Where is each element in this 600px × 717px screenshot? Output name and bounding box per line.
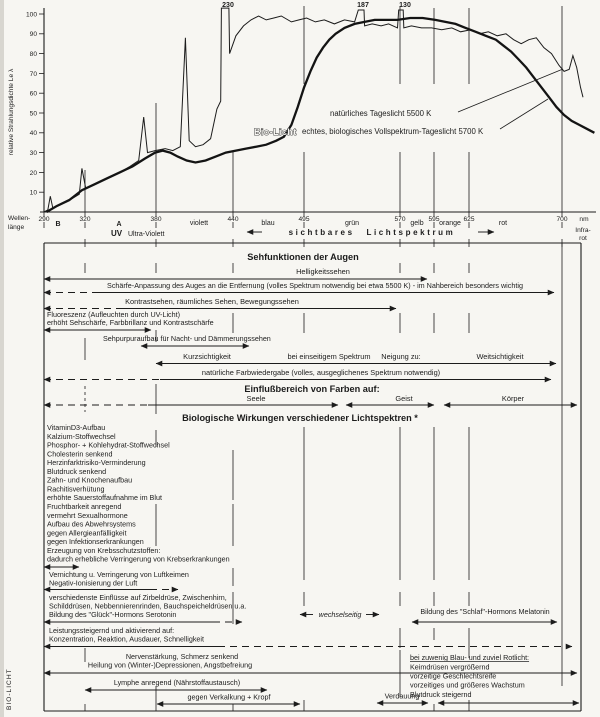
row-fluoreszenz-line2: erhöht Sehschärfe, Farbbrillanz und Kontrastschärfe [47,318,214,327]
y-tick-label: 40 [29,130,37,138]
row-kontrastsehen: Kontrastsehen, räumliches Sehen, Bewegungssehen [125,297,299,306]
ultra-violett-label: Ultra-Violett [128,231,165,238]
row-melatonin: Bildung des "Schlaf"-Hormons Melatonin [420,607,550,616]
peak-label-230: 230 [222,2,234,9]
y-tick-label: 20 [29,169,37,177]
color-blau: blau [261,220,275,227]
legend-bio-licht: echtes, biologisches Vollspektrum-Tageslicht 5700 K [302,127,484,136]
list-item: Aufbau des Abwehrsystems [47,519,136,529]
scan-edge-artifact [0,0,4,717]
list-item: Cholesterin senkend [47,449,113,459]
color-violett: violett [189,220,209,227]
row-seele: Seele [246,394,266,403]
y-tick-label: 50 [29,110,37,118]
tick-380: 380 [150,216,162,223]
list-item: gegen Infektionserkrankungen [47,537,144,547]
y-tick-label: 90 [29,31,37,39]
list-item: VitaminD3-Aufbau [47,423,106,432]
visible-spectrum-label: sichtbares Lichtspektrum [288,228,456,237]
row-konzentration: Konzentration, Reaktion, Ausdauer, Schnelligkeit [49,634,205,644]
peak-label-187: 187 [357,2,369,9]
color-gelb: gelb [410,220,424,227]
row-luftkeime: Vernichtung u. Verringerung von Luftkeimen [49,570,189,579]
row-farbwiedergabe: natürliche Farbwiedergabe (volles, ausgeglichenes Spektrum notwendig) [201,368,441,377]
list-item: Kalzium-Stoffwechsel [47,431,116,441]
legend-natural-daylight: natürliches Tageslicht 5500 K [330,109,432,118]
list-item: vorzeitige Geschlechtsreife [410,671,497,681]
list-item: Herzinfarktrisiko-Verminderung [47,458,146,468]
list-item: gegen Allergieanfälligkeit [47,528,127,538]
list-item: Phosphor- + Kohlehydrat-Stoffwechsel [47,440,170,450]
list-item: vorzeitiges und größeres Wachstum [410,680,525,690]
row-verdauung: Verdauung [384,691,420,701]
tick-625: 625 [463,216,475,223]
y-tick-label: 30 [29,150,37,157]
list-item: Rachitisverhütung [47,484,105,494]
row-wechselseitig: wechselseitig [318,610,362,619]
side-label-bio-licht: BIO-LICHT [6,668,13,710]
list-item: Blutdruck steigernd [410,689,472,699]
y-axis-label: relative Strahlungsdichte Le λ [8,68,15,156]
color-rot: rot [498,220,508,227]
tick-320: 320 [79,216,91,223]
bio-licht-logo: Bio-Licht [254,127,297,137]
y-tick-label: 100 [25,11,37,19]
row-kurzsichtigkeit: Kurzsichtigkeit [183,352,231,361]
row-einfluesse-line1: verschiedenste Einflüsse auf Zirbeldrüse, Zwischenhirn, [49,593,227,602]
row-koerper: Körper [501,394,525,403]
tick-290: 290 [38,216,50,223]
list-item: vermehrt Sexualhormone [47,510,128,520]
tick-495: 495 [298,216,310,223]
color-orange: orange [439,220,461,227]
color-gruen: grün [344,220,360,227]
section-heading-einflussbereich: Einflußbereich von Farben auf: [244,384,380,394]
section-heading-sehfunktionen: Sehfunktionen der Augen [247,252,359,262]
row-serotonin: Bildung des "Glück"-Hormons Serotonin [49,610,177,619]
tick-700: 700 [556,216,568,223]
peak-label-130: 130 [399,2,411,9]
list-item: Erzeugung von Krebsschutzstoffen: [47,545,161,555]
row-lymphe: Lymphe anregend (Nährstoffaustausch) [113,678,241,687]
rotlicht-heading: bei zuwenig Blau- und zuviel Rotlicht: [410,653,530,662]
row-verkalkung: gegen Verkalkung + Kropf [187,692,271,702]
list-item: dadurch erhebliche Verringerung von Krebserkrankungen [47,554,230,564]
row-geist: Geist [395,394,413,403]
list-item: erhöhte Sauerstoffaufnahme im Blut [47,493,162,503]
tick-570: 570 [394,216,406,223]
row-heilung: Heilung von (Winter-)Depressionen, Angstbefreiung [87,660,253,670]
y-tick-label: 10 [29,189,37,197]
list-item: Zahn- und Knochenaufbau [47,475,133,485]
y-tick-label: 80 [29,51,37,58]
row-einseitiges-spektrum: bei einseitigem Spektrum [287,352,371,361]
row-nervenstaerkung: Nervenstärkung, Schmerz senkend [125,652,239,661]
list-item: Keimdrüsen vergrößernd [410,662,490,672]
row-negativ-ionisierung: Negativ-Ionisierung der Luft [49,578,138,588]
tick-440: 440 [227,216,239,223]
band-b-label: B [55,221,61,228]
row-einfluesse-line2: Schilddrüsen, Nebbennierenrinden, Bauchspeicheldrüsen u.a. [49,601,247,611]
band-a-label: A [116,221,122,228]
row-leistung: Leistungssteigernd und aktivierend auf: [49,626,175,635]
infrared-label-line1: Infra- [575,227,591,234]
row-weitsichtigkeit: Weitsichtigkeit [476,352,524,361]
uv-label: UV [111,229,123,238]
y-tick-label: 70 [29,70,37,78]
section-heading-biologische-wirkungen: Biologische Wirkungen verschiedener Lichtspektren * [182,413,418,423]
axis-name-line1: Wellen- [8,215,31,222]
row-neigung-zu: Neigung zu: [381,352,421,361]
row-helligkeitssehen: Helligkeitssehen [296,267,350,276]
infrared-label-line2: rot [579,235,587,242]
axis-name-line2: länge [8,224,25,231]
row-fluoreszenz-line1: Fluoreszenz (Aufleuchten durch UV-Licht) [47,310,181,319]
list-item: Blutdruck senkend [47,466,107,476]
row-sehpurpuraufbau: Sehpurpuraufbau für Nacht- und Dämmerungssehen [103,334,271,343]
y-tick-label: 60 [29,90,37,98]
list-item: Fruchtbarkeit anregend [47,502,122,512]
unit-nm: nm [579,216,589,223]
row-schaerfe-anpassung: Schärfe-Anpassung des Auges an die Entfernung (volles Spektrum notwendig bei etwa 5500 K) - im Nahbereich besonders wichtig [107,281,523,290]
tick-595: 595 [428,216,440,223]
